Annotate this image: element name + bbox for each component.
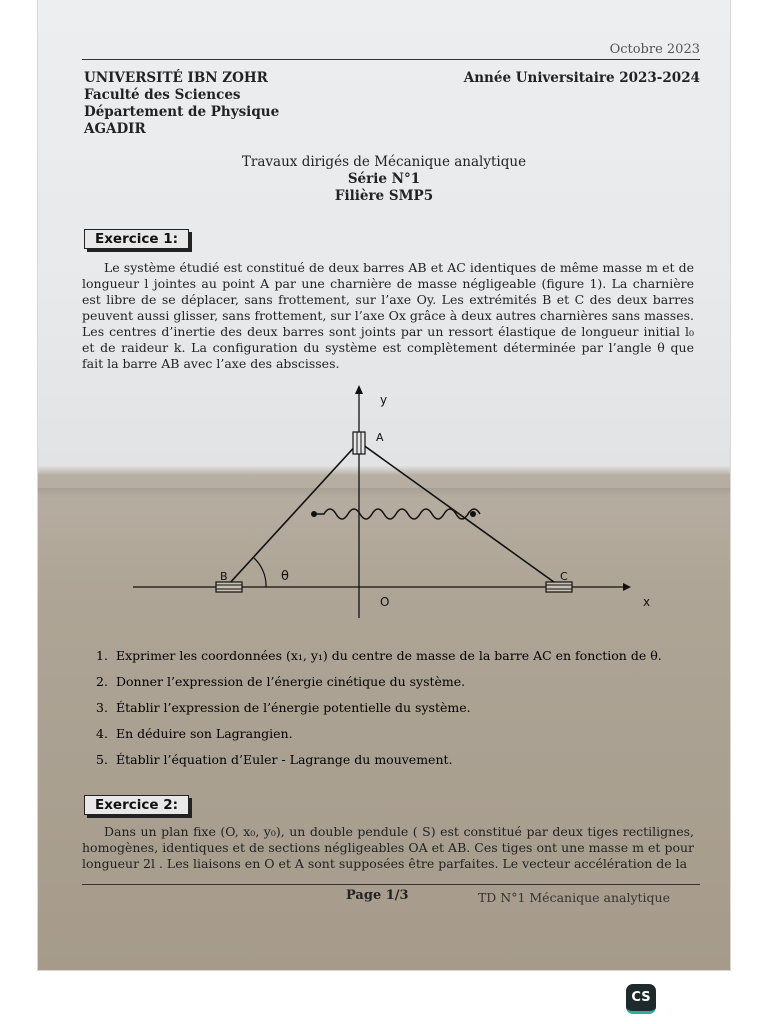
title-line-2: Série N°1 (347, 171, 421, 187)
center-of-mass-ab (311, 511, 317, 517)
hinge-c (546, 582, 572, 592)
faculty-name: Faculté des Sciences (84, 87, 241, 103)
document-page (38, 0, 730, 970)
question-item: 4. En déduire son Lagrangien. (96, 726, 293, 741)
exercise-1-heading: Exercice 1: (84, 229, 189, 249)
institution-block (84, 70, 279, 138)
department-name: Département de Physique (84, 104, 280, 120)
hinge-b (216, 582, 242, 592)
question-item: 2. Donner l’expression de l’énergie cinétique du système. (96, 674, 466, 689)
title-line-1: Travaux dirigés de Mécanique analytique (241, 154, 527, 170)
hinge-a (353, 432, 365, 454)
label-o: O (380, 595, 390, 609)
title-line-3: Filière SMP5 (334, 188, 434, 204)
city-name: AGADIR (84, 121, 146, 137)
document-date: Octobre 2023 (609, 42, 700, 57)
label-b: B (220, 570, 228, 583)
header-rule (82, 59, 700, 60)
label-theta: θ (281, 569, 289, 584)
exercise-1-statement: Le système étudié est constitué de deux barres AB et AC identiques de même masse m et de longueur l jointes au point A par une charnière de masse négligeable (figure 1). La charnière est libre de se déplacer, sans frottement, sur l’axe Oy. Les extrémités B et C des deux barres peuvent aussi glisser, sans frottement, sur l’axe Ox grâce à deux autres charnières sans masses. Les centres d’inertie des deux barres sont joints par un ressort élastique de longueur initial l₀ et de raideur k. La configuration du système est complètement déterminée par l’angle θ que fait la barre AB avec l’axe des abscisses. (82, 260, 694, 371)
document-title (38, 154, 730, 205)
exercise-2-heading: Exercice 2: (84, 795, 189, 815)
label-c: C (560, 570, 568, 583)
question-item: 3. Établir l’expression de l’énergie potentielle du système. (96, 700, 471, 715)
angle-arc (254, 558, 266, 587)
page-number: Page 1/3 (346, 888, 409, 903)
question-item: 1. Exprimer les coordonnées (x₁, y₁) du centre de masse de la barre AC en fonction de θ. (96, 648, 662, 663)
academic-year: Année Universitaire 2023-2024 (463, 70, 700, 86)
footer-rule (82, 884, 700, 885)
label-y: y (380, 393, 388, 407)
x-axis-arrow (623, 583, 631, 591)
label-a: A (376, 431, 384, 444)
question-item: 5. Établir l’équation d’Euler - Lagrange du mouvement. (96, 752, 453, 767)
exercise-2-statement: Dans un plan fixe (O, x₀, y₀), un double pendule ( S) est constitué par deux tiges rectilignes, homogènes, identiques et de sections négligeables OA et AB. Ces tiges ont une masse m et pour longueur 2l . Les liaisons en O et A sont supposées être parfaites. Le vecteur accélération de la (82, 824, 694, 871)
y-axis-arrow (355, 385, 363, 394)
university-name: UNIVERSITÉ IBN ZOHR (84, 70, 268, 86)
bar-ab (228, 442, 359, 585)
bar-ac (359, 442, 558, 585)
course-name: TD N°1 Mécanique analytique (477, 890, 670, 905)
figure-1-diagram (118, 380, 651, 620)
center-of-mass-ac (470, 511, 476, 517)
label-x: x (643, 595, 651, 609)
camscanner-logo: CS (626, 984, 656, 1014)
exercise-1-questions (96, 648, 696, 778)
